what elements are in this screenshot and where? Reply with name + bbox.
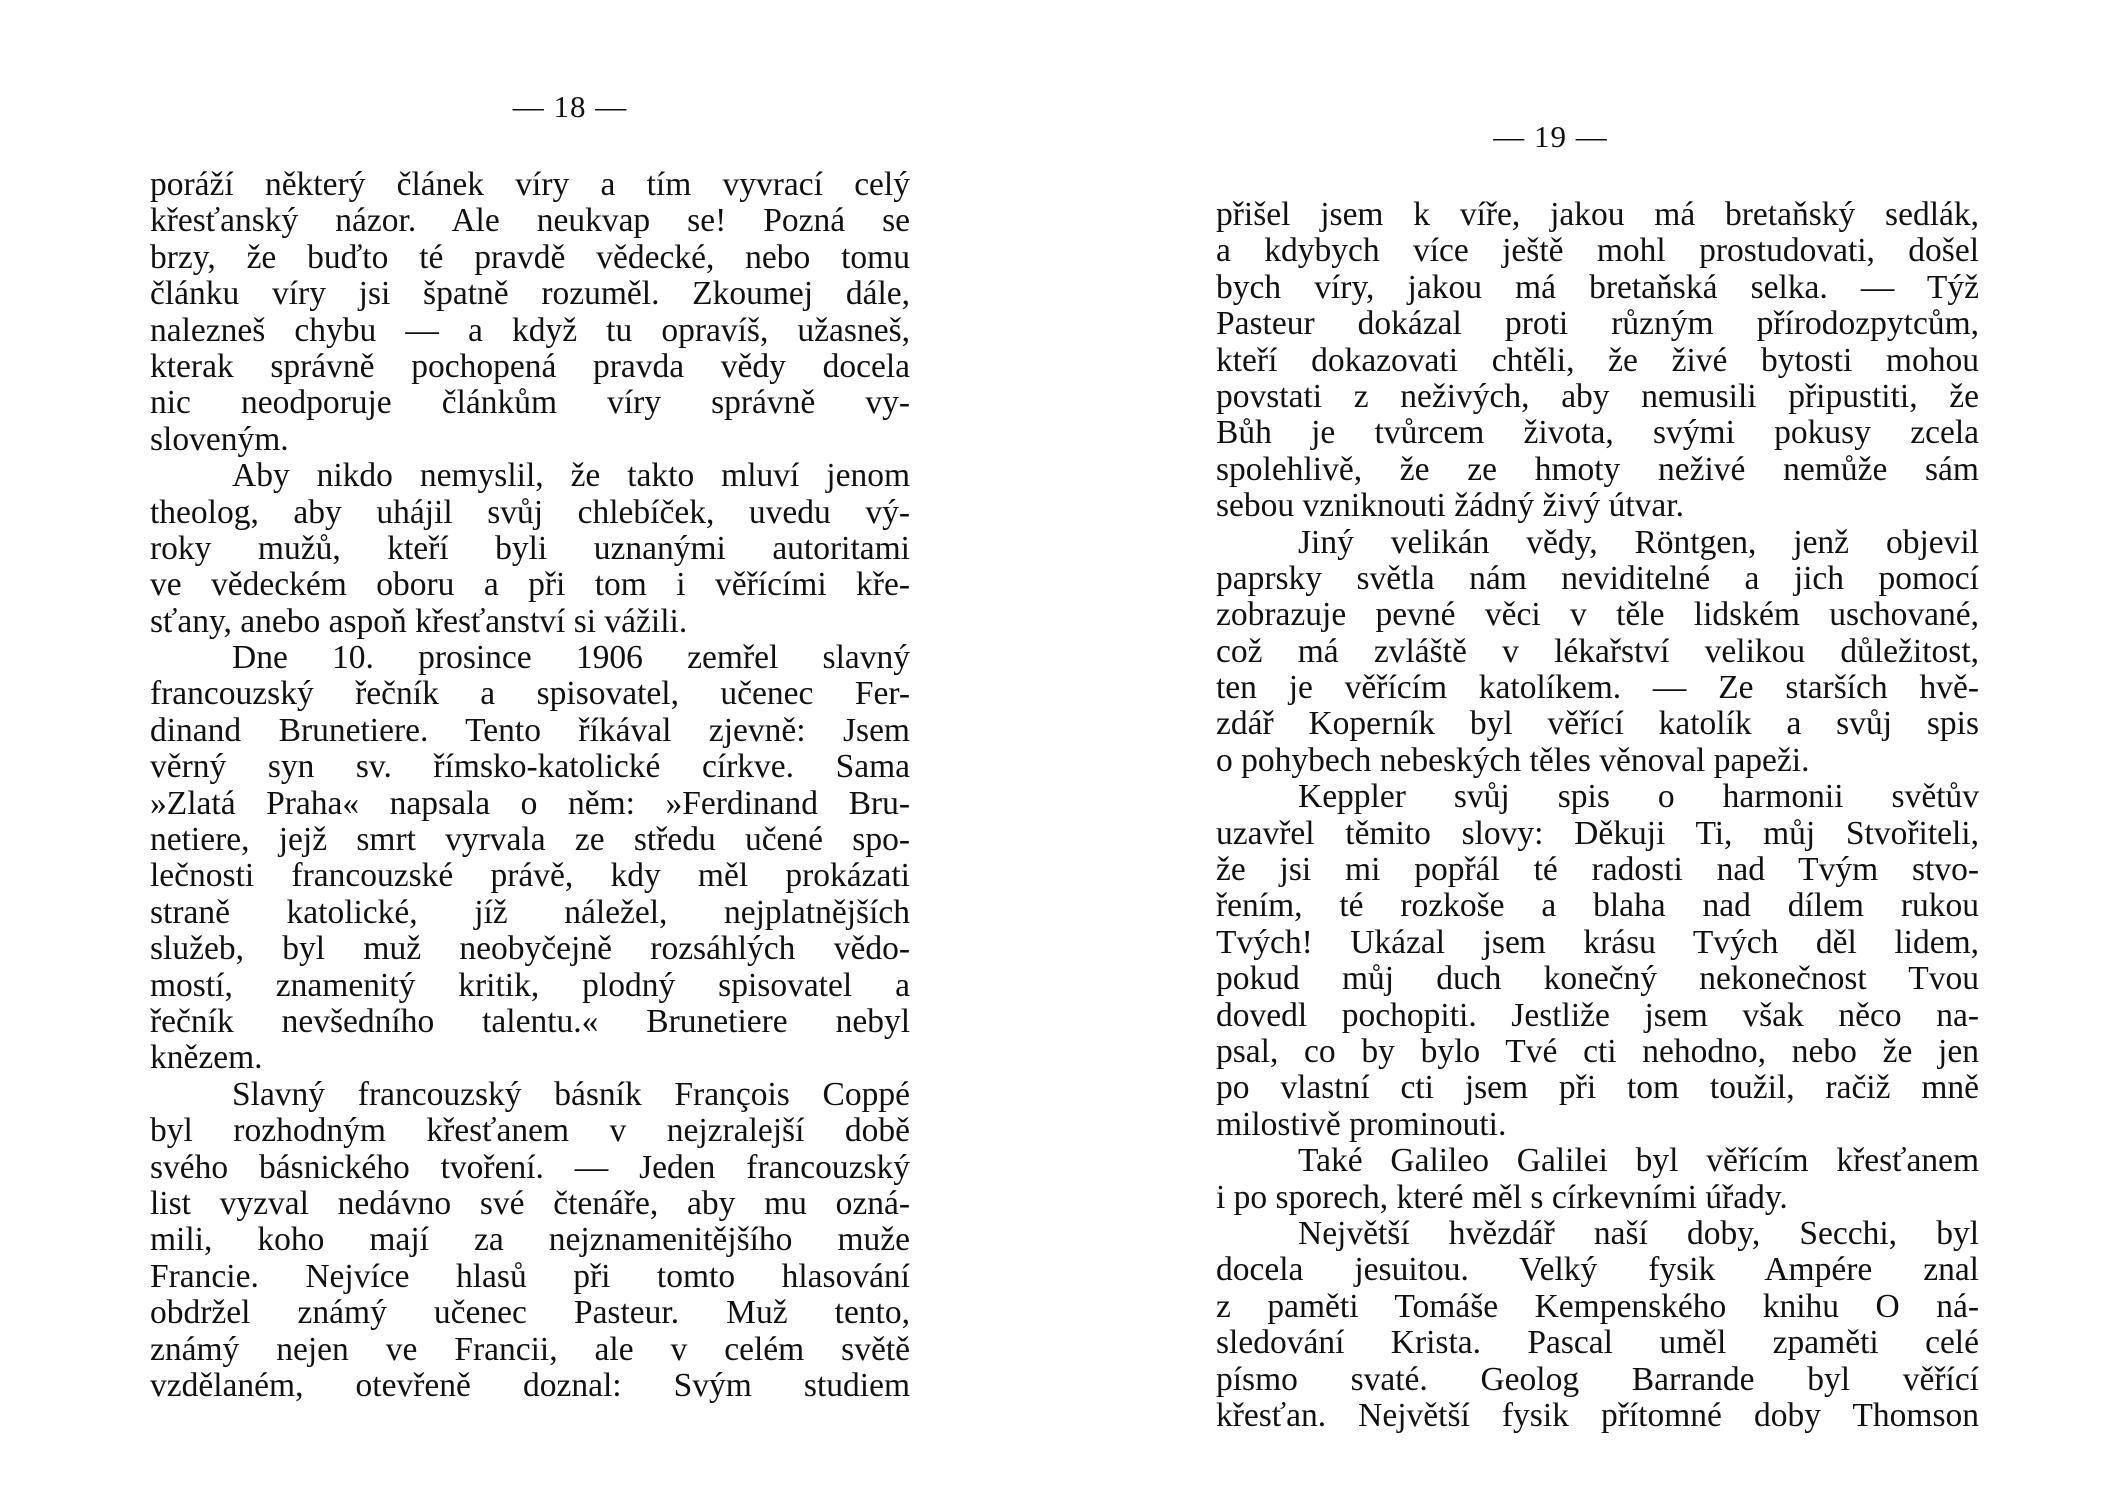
text-line: povstati z neživých, aby nemusili připustiti, že [1216,377,1979,415]
text-line: spolehlivě, že ze hmoty neživé nemůže sám [1216,450,1979,488]
text-line: a kdybych více ještě mohl prostudovati, došel [1216,232,1979,270]
text-line: Tvých! Ukázal jsem krásu Tvých děl lidem, [1216,923,1979,961]
text-line: sťany, anebo aspoň křesťanství si vážili. [150,602,688,640]
text-line: Také Galileo Galilei byl věřícím křesťanem [1298,1142,1979,1180]
text-line: služeb, byl muž neobyčejně rozsáhlých vědo- [150,930,910,968]
text-line: po vlastní cti jsem při tom toužil, račiž mně [1216,1069,1979,1107]
text-line: že jsi mi popřál té radosti nad Tvým stvo- [1216,851,1979,889]
text-line: věrný syn sv. římsko-katolické církve. Sama [150,748,910,786]
text-line: paprsky světla nám neviditelné a jich pomocí [1216,559,1979,597]
page-body [150,167,910,1404]
text-line: známý nejen ve Francii, ale v celém světě [150,1330,910,1368]
text-line: brzy, že buďto té pravdě vědecké, nebo tomu [150,238,910,276]
text-line: vzdělaném, otevřeně doznal: Svým studiem [150,1366,910,1404]
text-line: uzavřel těmito slovy: Děkuji Ti, můj Stvořiteli, [1216,814,1979,852]
text-line: Pasteur dokázal proti různým přírodozpytcům, [1216,305,1979,343]
text-line: z paměti Tomáše Kempenského knihu O ná- [1216,1287,1979,1325]
text-line: pokud můj duch konečný nekonečnost Tvou [1216,960,1979,998]
text-line: což má zvláště v lékařství velikou důležitost, [1216,632,1979,670]
text-line: Bůh je tvůrcem života, svými pokusy zcela [1216,414,1979,452]
text-line: list vyzval nedávno své čtenáře, aby mu ozná- [150,1184,910,1222]
text-line: ten je věřícím katolíkem. — Ze starších hvě- [1216,669,1979,707]
text-line: křesťanský názor. Ale neukvap se! Pozná se [150,202,910,240]
text-line: knězem. [150,1039,263,1077]
text-line: přišel jsem k víře, jakou má bretaňský sedlák, [1216,196,1979,233]
text-line: byl rozhodným křesťanem v nejzralejší době [150,1112,910,1150]
text-line: Aby nikdo nemyslil, že takto mluví jenom [232,457,910,495]
text-line: netiere, jejž smrt vyrvala ze středu učené spo- [150,821,910,859]
text-line: Největší hvězdář naší doby, Secchi, byl [1298,1214,1979,1252]
page-right [1216,118,1979,1434]
text-line: mili, koho mají za nejznamenitějšího muže [150,1221,910,1259]
text-line: obdržel známý učenec Pasteur. Muž tento, [150,1294,910,1332]
text-line: bych víry, jakou má bretaňská selka. — Týž [1216,268,1979,306]
text-line: Keppler svůj spis o harmonii světův [1298,778,1979,816]
text-line: nic neodporuje článkům víry správně vy- [150,384,910,422]
page-number: — 19 — [1493,119,1608,154]
text-line: dinand Brunetiere. Tento říkával zjevně: Jsem [150,711,910,749]
text-line: písmo svaté. Geolog Barrande byl věřící [1216,1360,1979,1398]
text-line: dovedl pochopiti. Jestliže jsem však něco na- [1216,996,1979,1034]
text-line: psal, co by bylo Tvé cti nehodno, nebo že jen [1216,1032,1979,1070]
text-line: sloveným. [150,420,289,458]
text-line: sledování Krista. Pascal uměl zpaměti celé [1216,1324,1979,1362]
text-line: o pohybech nebeských těles věnoval papeži. [1216,741,1810,779]
text-line: roky mužů, kteří byli uznanými autoritami [150,529,910,567]
text-line: článku víry jsi špatně rozuměl. Zkoumej dále, [150,275,910,313]
text-line: zdář Koperník byl věřící katolík a svůj spis [1216,705,1979,743]
text-line: křesťan. Největší fysik přítomné doby Thomson [1216,1396,1979,1434]
text-line: francouzský řečník a spisovatel, učenec Fer- [150,675,910,713]
text-line: straně katolické, jíž náležel, nejplatnějších [150,893,910,931]
text-line: sebou vzniknouti žádný živý útvar. [1216,487,1684,525]
text-line: zobrazuje pevné věci v těle lidském uschované, [1216,596,1979,634]
text-line: mostí, znamenitý kritik, plodný spisovatel a [150,966,910,1004]
text-line: Dne 10. prosince 1906 zemřel slavný [232,639,910,677]
text-line: Slavný francouzský básník François Coppé [232,1075,910,1113]
text-line: Jiný velikán vědy, Röntgen, jenž objevil [1298,523,1979,561]
text-line: docela jesuitou. Velký fysik Ampére znal [1216,1251,1979,1289]
text-line: řením, té rozkoše a blaha nad dílem rukou [1216,887,1979,925]
page-body [1216,197,1979,1434]
text-line: »Zlatá Praha« napsala o něm: »Ferdinand Bru- [150,784,910,822]
text-line: řečník nevšedního talentu.« Brunetiere nebyl [150,1002,910,1040]
text-line: lečnosti francouzské právě, kdy měl prokázati [150,857,910,895]
text-line: kterak správně pochopená pravda vědy docela [150,347,910,385]
text-line: milostivě prominouti. [1216,1105,1507,1143]
page-number: — 18 — [512,89,628,124]
page-left [150,88,910,1404]
text-line: nalezneš chybu — a když tu opravíš, užasneš, [150,311,910,349]
text-line: Francie. Nejvíce hlasů při tomto hlasování [150,1257,910,1295]
text-line: poráží některý článek víry a tím vyvrací celý [150,166,910,203]
text-line: i po sporech, které měl s církevními úřady. [1216,1178,1788,1216]
text-line: theolog, aby uhájil svůj chlebíček, uvedu vý- [150,493,910,531]
text-line: kteří dokazovati chtěli, že živé bytosti mohou [1216,341,1979,379]
text-line: ve vědeckém oboru a při tom i věřícími kře- [150,566,910,604]
text-line: svého básnického tvoření. — Jeden francouzský [150,1148,910,1186]
